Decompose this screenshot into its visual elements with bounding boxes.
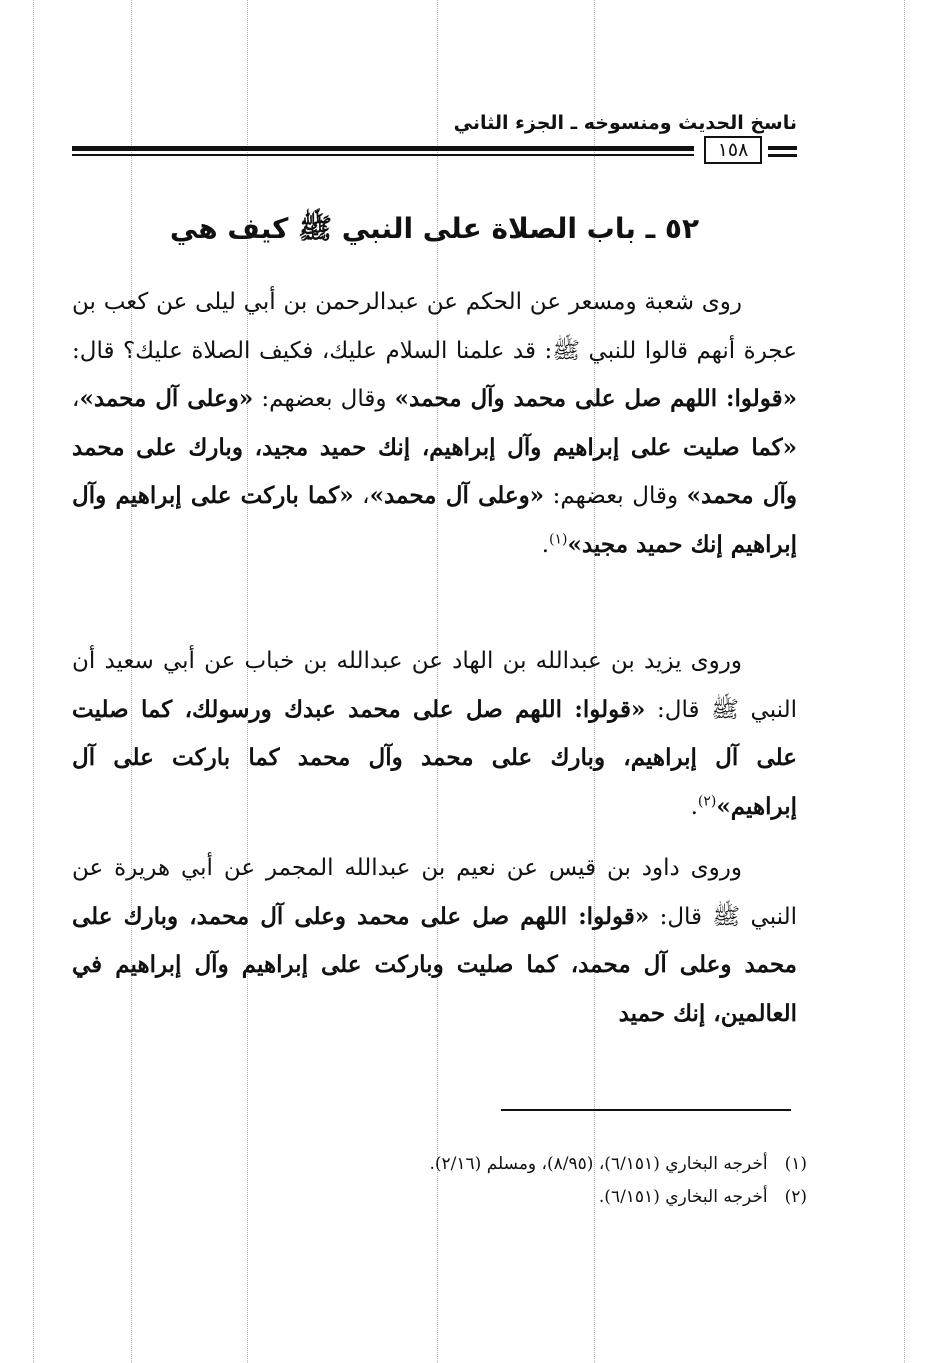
- footnote-text: أخرجه البخاري (٦/١٥١).: [598, 1187, 768, 1207]
- footnote-reference[interactable]: (١): [549, 530, 568, 547]
- paragraph-text: وقال بعضهم:: [544, 483, 687, 509]
- paragraph-end: .: [541, 531, 549, 558]
- hadith-quote: «قولوا: اللهم صل على محمد عبدك ورسولك، كما صليت على آل إبراهيم، وبارك على محمد وآل محمد كما باركت على آل إبراهيم»: [72, 695, 797, 820]
- hadith-quote: «كما باركت على إبراهيم وآل إبراهيم إنك حميد مجيد»: [72, 482, 797, 558]
- header-ornament: [768, 146, 797, 150]
- chapter-title: ٥٢ ـ باب الصلاة على النبي ﷺ كيف هي: [169, 212, 700, 245]
- paragraph-end: .: [690, 793, 698, 820]
- header-ornament: [768, 154, 797, 157]
- paragraph-text: وروى يزيد بن عبدالله بن الهاد عن عبدالله بن خباب عن أبي سعيد أن النبي ﷺ قال:: [72, 648, 797, 723]
- footnote-reference[interactable]: (٢): [697, 792, 717, 809]
- footnote-number: (١): [784, 1154, 807, 1174]
- header-rule: [72, 146, 694, 151]
- footnote-item: [72, 1148, 807, 1181]
- footnotes-list: [72, 1148, 807, 1214]
- hadith-quote: «وعلى آل محمد»: [79, 385, 254, 412]
- paragraph-text: وقال بعضهم:: [253, 386, 395, 412]
- paragraph: [72, 637, 797, 831]
- paragraph: [72, 278, 797, 569]
- running-title: ناسخ الحديث ومنسوخه ـ الجزء الثاني: [453, 112, 797, 134]
- footnote-item: [72, 1181, 807, 1214]
- paragraph: [72, 844, 797, 1038]
- hadith-quote: «قولوا: اللهم صل على محمد وآل محمد»: [394, 385, 797, 412]
- hadith-quote: «كما صليت على إبراهيم وآل إبراهيم، إنك حميد مجيد، وبارك على محمد وآل محمد»: [72, 433, 797, 509]
- page-header: [72, 108, 797, 168]
- paragraph-text: وروى داود بن قيس عن نعيم بن عبدالله المجمر عن أبي هريرة عن النبي ﷺ قال:: [72, 855, 797, 930]
- separator: ،: [72, 386, 80, 412]
- separator: ،: [353, 483, 370, 509]
- scan-artifact-line: [33, 0, 34, 1363]
- scan-artifact-line: [904, 0, 905, 1363]
- hadith-quote: «وعلى آل محمد»: [369, 482, 545, 509]
- page-number: ١٥٨: [704, 136, 762, 164]
- header-rule-thin: [72, 154, 694, 156]
- paragraph-text: روى شعبة ومسعر عن الحكم عن عبدالرحمن بن أبي ليلى عن كعب بن عجرة أنهم قالوا للنبي ﷺ: قد علمنا السلام عليك، فكيف الصلاة عليك؟ قال:: [72, 289, 797, 364]
- hadith-quote: «قولوا: اللهم صل على محمد وعلى آل محمد، وبارك على محمد وعلى آل محمد، كما صليت وباركت على إبراهيم وآل إبراهيم في العالمين، إنك حميد: [72, 902, 797, 1027]
- footnote-number: (٢): [784, 1187, 807, 1207]
- footnote-text: أخرجه البخاري (٦/١٥١)، (٨/٩٥)، ومسلم (٢/١٦).: [429, 1154, 768, 1174]
- footnote-separator: [501, 1109, 791, 1111]
